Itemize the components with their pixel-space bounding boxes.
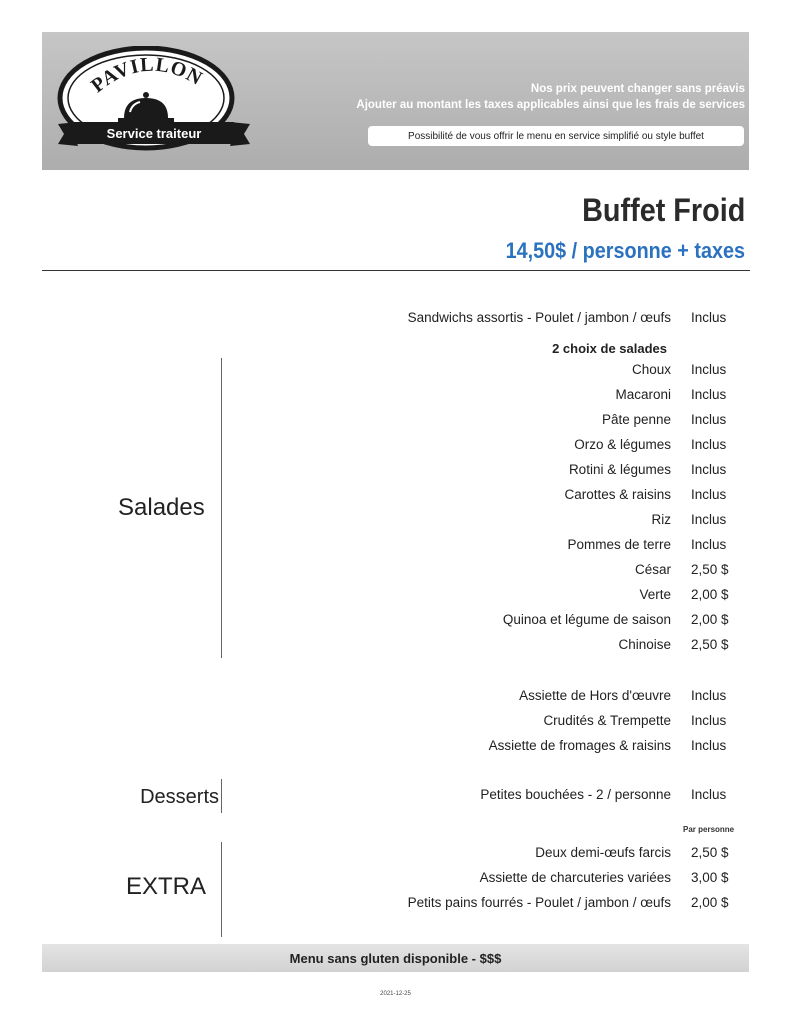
- salad-choice-heading: 2 choix de salades: [552, 341, 667, 356]
- extra-item-name: Assiette de charcuteries variées: [479, 870, 671, 885]
- platter-item-price: Inclus: [691, 738, 727, 753]
- dessert-item-price: Inclus: [691, 787, 727, 802]
- sandwich-price: Inclus: [691, 310, 727, 325]
- sandwich-name: Sandwichs assortis - Poulet / jambon / œufs: [407, 310, 671, 325]
- extra-item-price: 2,00 $: [691, 895, 729, 910]
- platter-item-name: Crudités & Trempette: [543, 713, 671, 728]
- platter-item-price: Inclus: [691, 713, 727, 728]
- dessert-item-name: Petites bouchées - 2 / personne: [480, 787, 671, 802]
- salad-item-price: Inclus: [691, 487, 727, 502]
- salad-item-name: Choux: [631, 362, 671, 377]
- salad-item-name: Carottes & raisins: [564, 487, 671, 502]
- logo-brand-text: PAVILLON: [87, 53, 207, 98]
- salad-item-price: Inclus: [691, 412, 727, 427]
- salad-item-name: Quinoa et légume de saison: [502, 612, 671, 627]
- salad-item-price: Inclus: [691, 462, 727, 477]
- salad-item-name: Orzo & légumes: [574, 437, 671, 452]
- gluten-free-banner: [42, 944, 749, 972]
- platter-item-name: Assiette de Hors d'œuvre: [519, 688, 671, 703]
- price-change-notice: Nos prix peuvent changer sans préavis: [530, 83, 745, 95]
- salad-item-price: Inclus: [691, 512, 727, 527]
- salad-item-price: 2,00 $: [691, 612, 729, 627]
- service-option-box: [368, 126, 744, 146]
- salad-item-name: Pâte penne: [601, 412, 671, 427]
- salads-section-divider: [221, 358, 222, 658]
- pavillon-logo: [54, 46, 254, 158]
- desserts-section-label: Desserts: [140, 786, 219, 808]
- extra-section-label: EXTRA: [126, 873, 207, 900]
- salad-item-name: Verte: [639, 587, 671, 602]
- salad-item-name: Pommes de terre: [567, 537, 671, 552]
- title-divider: [42, 270, 750, 271]
- extra-item-price: 2,50 $: [691, 845, 729, 860]
- salad-item-name: Macaroni: [615, 387, 671, 402]
- salad-item-name: Riz: [651, 512, 671, 527]
- document-date: 2021-12-25: [380, 991, 411, 997]
- extra-item-name: Petits pains fourrés - Poulet / jambon / œufs: [407, 895, 671, 910]
- extra-section-divider: [221, 842, 222, 937]
- salad-item-price: Inclus: [691, 437, 727, 452]
- salad-item-price: Inclus: [691, 362, 727, 377]
- per-person-label: Par personne: [683, 825, 735, 834]
- menu-price: 14,50$ / personne + taxes: [505, 238, 745, 263]
- salad-item-price: 2,50 $: [691, 637, 729, 652]
- salad-item-name: César: [634, 562, 671, 577]
- menu-title: Buffet Froid: [581, 192, 745, 228]
- extra-item-price: 3,00 $: [691, 870, 729, 885]
- salad-item-price: 2,50 $: [691, 562, 729, 577]
- desserts-section-divider: [221, 779, 222, 813]
- tax-notice: Ajouter au montant les taxes applicables ainsi que les frais de services: [356, 99, 745, 111]
- salad-item-price: Inclus: [691, 387, 727, 402]
- gluten-free-text: Menu sans gluten disponible - $$$: [289, 950, 502, 966]
- logo-ribbon-text: Service traiteur: [106, 126, 202, 141]
- service-option-text: Possibilité de vous offrir le menu en service simplifié ou style buffet: [408, 130, 704, 142]
- salad-item-name: Rotini & légumes: [568, 462, 671, 477]
- salads-section-label: Salades: [118, 494, 205, 521]
- platter-item-name: Assiette de fromages & raisins: [488, 738, 671, 753]
- salad-item-price: 2,00 $: [691, 587, 729, 602]
- salad-item-price: Inclus: [691, 537, 727, 552]
- salad-item-name: Chinoise: [618, 637, 671, 652]
- platter-item-price: Inclus: [691, 688, 727, 703]
- extra-item-name: Deux demi-œufs farcis: [535, 845, 671, 860]
